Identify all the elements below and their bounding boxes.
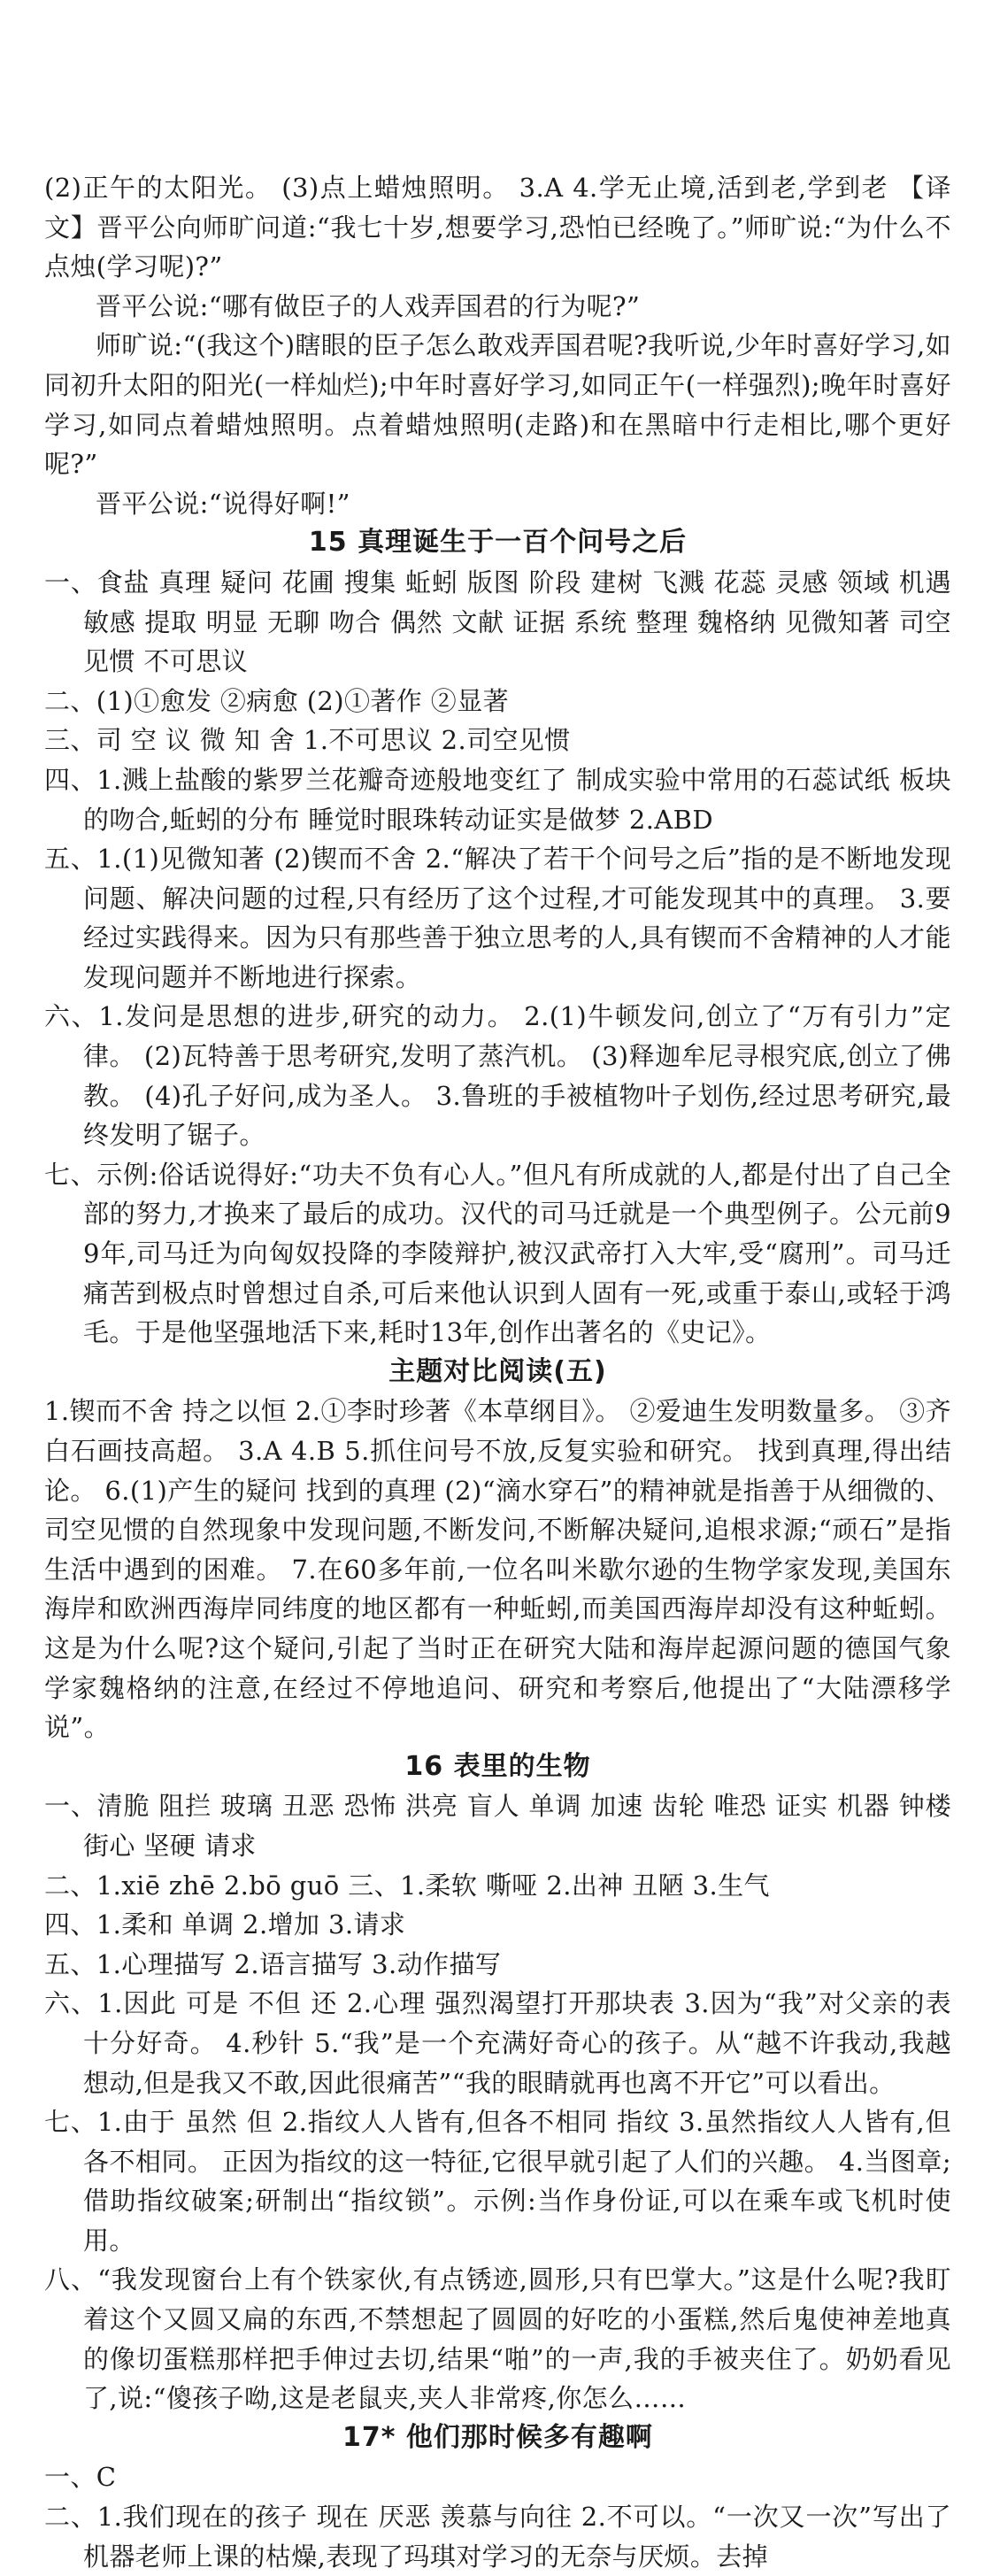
answer-paragraph: (2)正午的太阳光。 (3)点上蜡烛照明。 3.A 4.学无止境,活到老,学到老 【译文】晋平公向师旷问道:“我七十岁,想要学习,恐怕已经晚了。”师旷说:“为什么不点烛(学习呢)?” <box>44 173 951 282</box>
answer-item: 六、1.发问是思想的进步,研究的动力。 2.(1)牛顿发问,创立了“万有引力”定律。 (2)瓦特善于思考研究,发明了蒸汽机。 (3)释迦牟尼寻根究底,创立了佛教。 (4)孔子好问,成为圣人。 3.鲁班的手被植物叶子划伤,经过思考研究,最终发明了锯子。 <box>44 1001 951 1151</box>
answer-item: 一、C <box>44 2462 117 2493</box>
answer-item: 一、食盐 真理 疑问 花圃 搜集 蚯蚓 版图 阶段 建树 飞溅 花蕊 灵感 领域 机遇 敏感 提取 明显 无聊 吻合 偶然 文献 证据 系统 整理 魏格纳 见微知著 司空见惯 不可思议 <box>44 567 951 677</box>
answer-item: 四、1.溅上盐酸的紫罗兰花瓣奇迹般地变红了 制成实验中常用的石蕊试纸 板块的吻合,蚯蚓的分布 睡觉时眼珠转动证实是做梦 2.ABD <box>44 764 951 835</box>
answer-item: 二、1.我们现在的孩子 现在 厌恶 羡慕与向往 2.不可以。“一次又一次”写出了机器老师上课的枯燥,表现了玛琪对学习的无奈与厌烦。去掉 <box>44 2502 951 2572</box>
answer-item: 六、1.因此 可是 不但 还 2.心理 强烈渴望打开那块表 3.因为“我”对父亲的表十分好奇。 4.秒针 5.“我”是一个充满好奇心的孩子。从“越不许我动,我越想动,但是我又不敢,因此很痛苦”“我的眼睛就再也离不开它”可以看出。 <box>44 1988 951 2098</box>
answer-item: 八、“我发现窗台上有个铁家伙,有点锈迹,圆形,只有巴掌大。”这是什么呢?我盯着这个又圆又扁的东西,不禁想起了圆圆的好吃的小蛋糕,然后鬼使神差地真的像切蛋糕那样把手伸过去切,结果“啪”的一声,我的手被夹住了。奶奶看见了,说:“傻孩子呦,这是老鼠夹,夹人非常疼,你怎么…… <box>44 2264 951 2414</box>
answer-item: 三、司 空 议 微 知 舍 1.不可思议 2.司空见惯 <box>44 725 571 756</box>
answer-item: 二、1.xiē zhē 2.bō guō 三、1.柔软 嘶哑 2.出神 丑陋 3.生气 <box>44 1870 770 1901</box>
answer-paragraph: 1.锲而不舍 持之以恒 2.①李时珍著《本草纲目》。 ②爱迪生发明数量多。 ③齐白石画技高超。 3.A 4.B 5.抓住问号不放,反复实验和研究。 找到真理,得出结论。 6.(1)产生的疑问 找到的真理 (2)“滴水穿石”的精神就是指善于从细微的、司空见惯的自然现象中发现问题,不断发问,不断解决疑问,追根求源;“顽石”是指生活中遇到的困难。 7.在60多年前,一位名叫米歇尔逊的生物学家发现,美国东海岸和欧洲西海岸同纬度的地区都有一种蚯蚓,而美国西海岸却没有这种蚯蚓。这是为什么呢?这个疑问,引起了当时正在研究大陆和海岸起源问题的德国气象学家魏格纳的注意,在经过不停地追问、研究和考察后,他提出了“大陆漂移学说”。 <box>44 1396 951 1743</box>
section-heading: 15 真理诞生于一百个问号之后 <box>308 527 688 559</box>
answer-item: 二、(1)①愈发 ②病愈 (2)①著作 ②显著 <box>44 685 510 716</box>
answer-item: 七、1.由于 虽然 但 2.指纹人人皆有,但各不相同 指纹 3.虽然指纹人人皆有,但各不相同。 正因为指纹的这一特征,它很早就引起了人们的兴趣。 4.当图章;借助指纹破案;研制出“指纹锁”。示例:当作身份证,可以在乘车或飞机时使用。 <box>44 2107 951 2256</box>
section-heading: 17* 他们那时候多有趣啊 <box>342 2421 653 2453</box>
translation-paragraph: 晋平公说:“哪有做臣子的人戏弄国君的行为呢?” <box>96 290 641 321</box>
answer-item: 四、1.柔和 单调 2.增加 3.请求 <box>44 1909 406 1940</box>
section-heading: 16 表里的生物 <box>404 1750 591 1782</box>
answer-item: 五、1.心理描写 2.语言描写 3.动作描写 <box>44 1948 502 1979</box>
answer-item: 七、示例:俗话说得好:“功夫不负有心人。”但凡有所成就的人,都是付出了自己全部的努力,才换来了最后的成功。汉代的司马迁就是一个典型例子。公元前99年,司马迁为向匈奴投降的李陵辩护,被汉武帝打入大牢,受“腐刑”。司马迁痛苦到极点时曾想过自杀,可后来他认识到人固有一死,或重于泰山,或轻于鸿毛。于是他坚强地活下来,耗时13年,创作出著名的《史记》。 <box>44 1159 951 1348</box>
answer-item: 五、1.(1)见微知著 (2)锲而不舍 2.“解决了若干个问号之后”指的是不断地发现问题、解决问题的过程,只有经历了这个过程,才可能发现其中的真理。 3.要经过实践得来。因为只有那些善于独立思考的人,具有锲而不舍精神的人才能发现问题并不断地进行探索。 <box>44 844 951 992</box>
section-heading: 主题对比阅读(五) <box>388 1355 607 1387</box>
translation-paragraph: 师旷说:“(我这个)瞎眼的臣子怎么敢戏弄国君呢?我听说,少年时喜好学习,如同初升太阳的阳光(一样灿烂);中年时喜好学习,如同正午(一样强烈);晚年时喜好学习,如同点着蜡烛照明。点着蜡烛照明(走路)和在黑暗中行走相比,哪个更好呢?” <box>44 330 951 480</box>
answer-item: 一、清脆 阻拦 玻璃 丑恶 恐怖 洪亮 盲人 单调 加速 齿轮 唯恐 证实 机器 钟楼 街心 坚硬 请求 <box>44 1791 951 1861</box>
translation-paragraph: 晋平公说:“说得好啊!” <box>96 488 350 519</box>
